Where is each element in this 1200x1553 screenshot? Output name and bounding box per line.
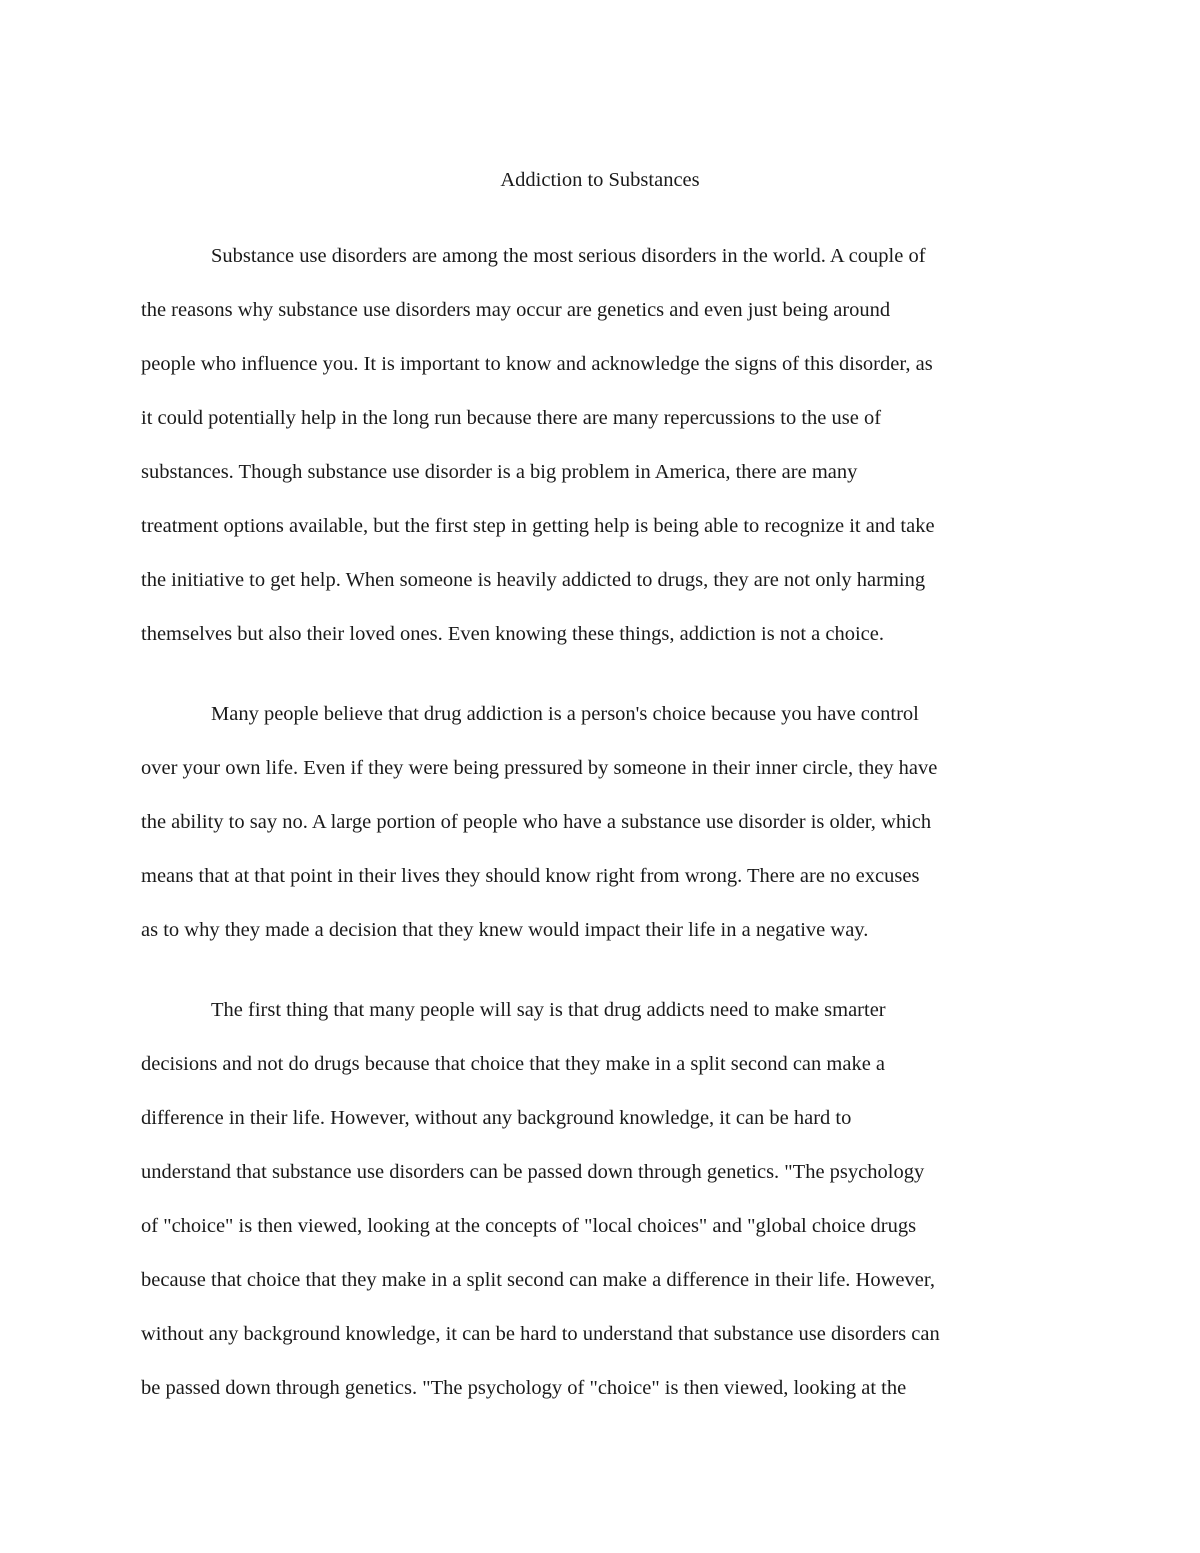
paragraph-3: [141, 996, 1071, 1428]
text-line: as to why they made a decision that they knew would impact their life in a negative way.: [141, 919, 869, 941]
text-line: understand that substance use disorders can be passed down through genetics. "The psychology: [141, 1161, 925, 1183]
text-line: means that at that point in their lives they should know right from wrong. There are no excuses: [141, 865, 920, 887]
text-line: difference in their life. However, without any background knowledge, it can be hard to: [141, 1107, 852, 1129]
text-line: the initiative to get help. When someone is heavily addicted to drugs, they are not only harming: [141, 569, 926, 591]
text-line: it could potentially help in the long run because there are many repercussions to the use of: [141, 407, 882, 429]
text-line: the reasons why substance use disorders may occur are genetics and even just being around: [141, 299, 891, 321]
text-line: people who influence you. It is important to know and acknowledge the signs of this disorder, as: [141, 353, 933, 375]
text-line: Substance use disorders are among the most serious disorders in the world. A couple of: [211, 245, 926, 267]
text-line: of "choice" is then viewed, looking at the concepts of "local choices" and "global choice drugs: [141, 1215, 917, 1237]
paragraph-1: [141, 242, 1071, 674]
paragraph-2: [141, 700, 1071, 970]
text-line: Many people believe that drug addiction is a person's choice because you have control: [211, 703, 919, 725]
text-line: over your own life. Even if they were being pressured by someone in their inner circle, they have: [141, 757, 938, 779]
text-line: the ability to say no. A large portion of people who have a substance use disorder is older, which: [141, 811, 932, 833]
document-title: Addiction to Substances: [500, 169, 700, 191]
text-line: treatment options available, but the first step in getting help is being able to recognize it and take: [141, 515, 935, 537]
text-line: decisions and not do drugs because that choice that they make in a split second can make a: [141, 1053, 886, 1075]
text-line: The first thing that many people will say is that drug addicts need to make smarter: [211, 999, 886, 1021]
text-line: because that choice that they make in a split second can make a difference in their life. However,: [141, 1269, 935, 1291]
document-body: [141, 242, 1071, 1454]
text-line: without any background knowledge, it can be hard to understand that substance use disorders can: [141, 1323, 940, 1345]
text-line: themselves but also their loved ones. Even knowing these things, addiction is not a choice.: [141, 623, 884, 645]
text-line: be passed down through genetics. "The psychology of "choice" is then viewed, looking at the: [141, 1377, 907, 1399]
text-line: substances. Though substance use disorder is a big problem in America, there are many: [141, 461, 858, 483]
